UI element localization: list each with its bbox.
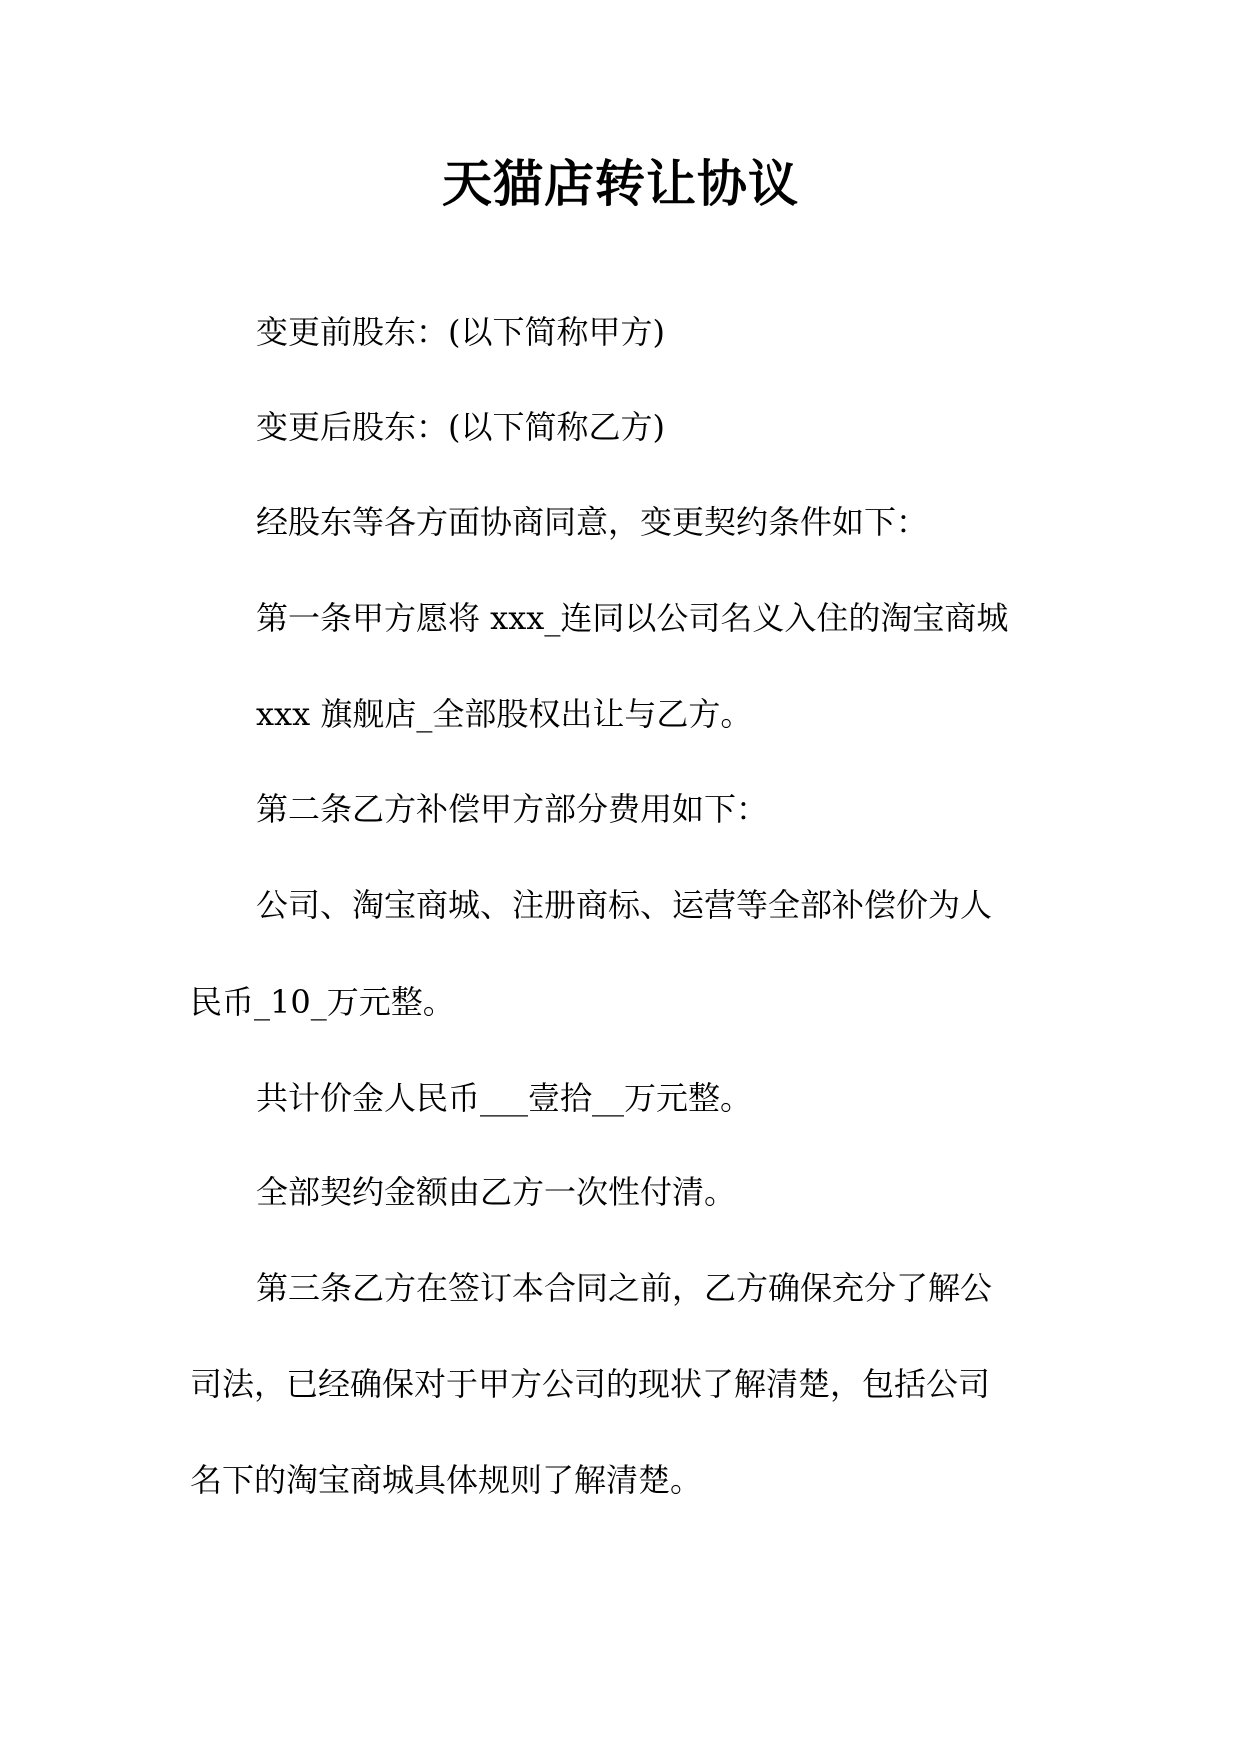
- paragraph-line: 第二条乙方补偿甲方部分费用如下：: [256, 790, 769, 828]
- paragraph-line: 司法，已经确保对于甲方公司的现状了解清楚，包括公司: [190, 1365, 991, 1403]
- document-title: 天猫店转让协议: [442, 154, 799, 213]
- paragraph-line: 第一条甲方愿将 xxx_连同以公司名义入住的淘宝商城: [256, 599, 1009, 637]
- paragraph-line: 全部契约金额由乙方一次性付清。: [256, 1173, 737, 1211]
- paragraph-line: 公司、淘宝商城、注册商标、运营等全部补偿价为人: [256, 886, 993, 924]
- paragraph-line: 名下的淘宝商城具体规则了解清楚。: [190, 1461, 703, 1499]
- paragraph-line: 第三条乙方在签订本合同之前，乙方确保充分了解公: [256, 1269, 993, 1307]
- paragraph-line: 变更后股东：(以下简称乙方): [256, 408, 665, 446]
- paragraph-line: 共计价金人民币___壹拾__万元整。: [256, 1079, 753, 1117]
- paragraph-line: 民币_10_万元整。: [190, 983, 455, 1021]
- paragraph-line: 经股东等各方面协商同意，变更契约条件如下：: [256, 503, 929, 541]
- paragraph-line: 变更前股东：(以下简称甲方): [256, 313, 665, 351]
- paragraph-line: xxx 旗舰店_全部股权出让与乙方。: [256, 695, 753, 733]
